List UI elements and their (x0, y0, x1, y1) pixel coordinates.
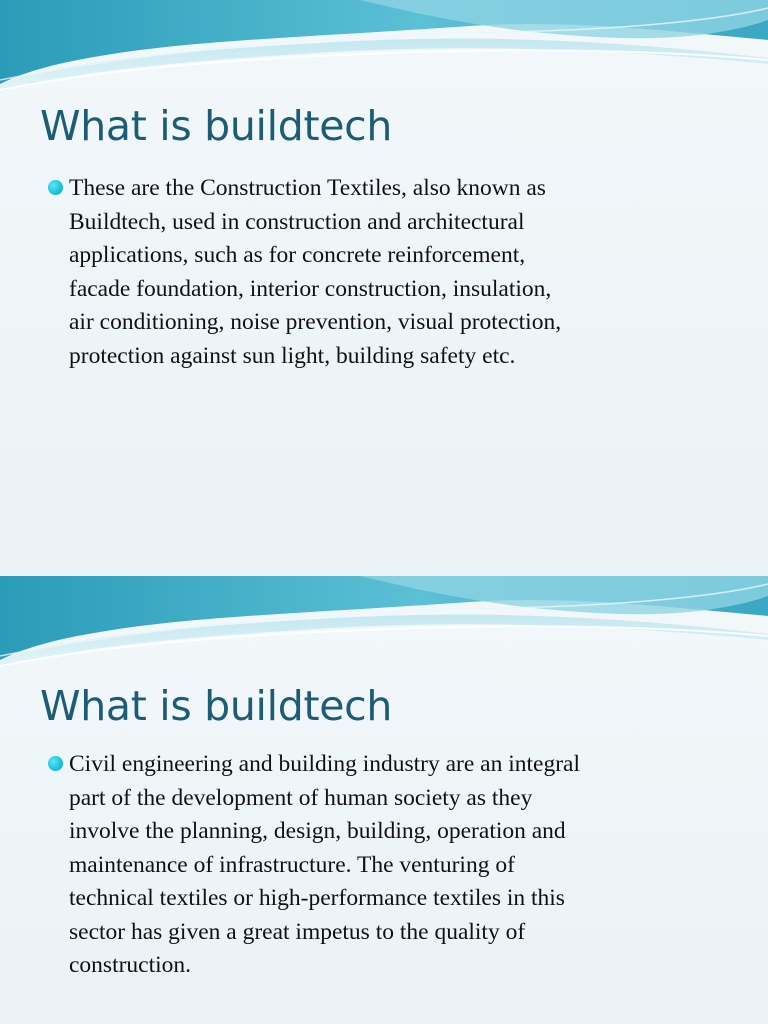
slide-2 (0, 576, 768, 1024)
bullet-line: air conditioning, noise prevention, visual protection, (69, 309, 562, 335)
header-wave-graphic (0, 576, 768, 676)
bullet-item (48, 748, 738, 983)
slide-title: What is buildtech (40, 682, 393, 730)
bullet-line: technical textiles or high-performance textiles in this (69, 885, 565, 911)
bullet-line: sector has given a great impetus to the quality of (69, 918, 526, 945)
bullet-line: These are the Construction Textiles, also known as (69, 175, 546, 201)
bullet-text (48, 172, 738, 373)
bullet-item (48, 172, 738, 373)
header-wave-graphic (0, 0, 768, 100)
bullet-line: construction. (69, 952, 192, 978)
bullet-line: involve the planning, design, building, operation and (69, 818, 566, 844)
bullet-text (48, 748, 738, 983)
slide-title: What is buildtech (40, 102, 393, 150)
bullet-line: maintenance of infrastructure. The venturing of (69, 851, 515, 878)
bullet-dot-icon (48, 756, 63, 771)
bullet-line: applications, such as for concrete reinforcement, (69, 242, 526, 268)
bullet-line: Buildtech, used in construction and architectural (69, 208, 525, 235)
bullet-dot-icon (48, 180, 63, 195)
bullet-line: part of the development of human society as they (69, 784, 533, 811)
bullet-line: Civil engineering and building industry are an integral (69, 751, 580, 777)
bullet-line: facade foundation, interior construction, insulation, (69, 275, 552, 302)
bullet-line: protection against sun light, building safety etc. (69, 342, 516, 369)
